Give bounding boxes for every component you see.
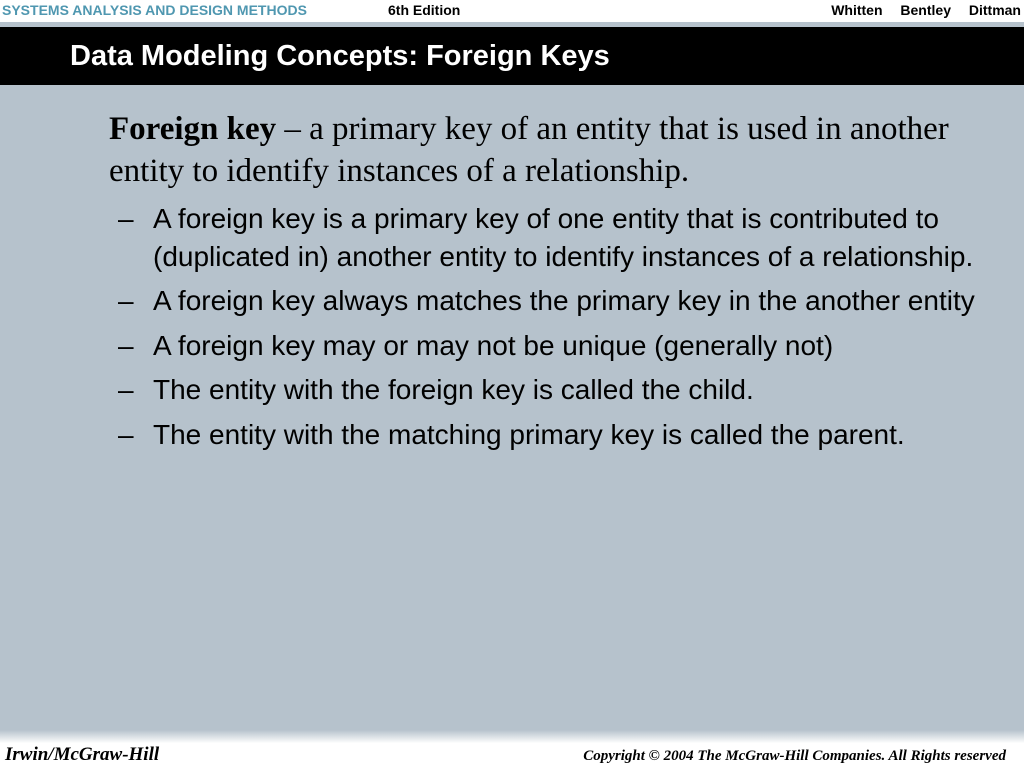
definition-paragraph [109, 108, 989, 192]
definition-text: – a primary key of an entity that is used in another entity to identify instances of a relationship. [109, 111, 949, 189]
book-title: SYSTEMS ANALYSIS AND DESIGN METHODS [2, 2, 307, 18]
bullet-item [118, 327, 998, 365]
copyright-notice: Copyright © 2004 The McGraw-Hill Companies. All Rights reserved [583, 748, 1006, 764]
bullet-dash: – [118, 285, 134, 316]
author-name: Whitten [831, 2, 883, 18]
bullet-dash: – [118, 203, 134, 234]
title-bar [0, 27, 1024, 85]
bullet-text: A foreign key always matches the primary key in the another entity [153, 285, 975, 316]
bullet-dash: – [118, 374, 134, 405]
publisher-label: Irwin/McGraw-Hill [5, 744, 160, 765]
definition-term: Foreign key [109, 111, 277, 147]
bullet-text: A foreign key may or may not be unique (generally not) [153, 329, 834, 361]
bullet-item [118, 282, 998, 320]
slide-title: Data Modeling Concepts: Foreign Keys [70, 40, 610, 72]
bullet-dash: – [118, 329, 134, 361]
bullet-item [118, 416, 998, 454]
slide-header [0, 0, 1024, 22]
author-list [817, 0, 1021, 20]
bullet-list [118, 200, 998, 460]
bullet-text: The entity with the matching primary key is called the parent. [153, 418, 905, 450]
bullet-text: The entity with the foreign key is called the child. [153, 374, 754, 405]
bullet-item [118, 200, 998, 275]
bullet-text: A foreign key is a primary key of one entity that is contributed to (duplicated in) another entity to identify instances of a relationship. [153, 203, 974, 272]
bullet-item [118, 371, 998, 409]
author-name: Bentley [900, 2, 951, 18]
author-name: Dittman [968, 2, 1021, 18]
edition-label: 6th Edition [388, 2, 461, 18]
bullet-dash: – [118, 418, 134, 450]
